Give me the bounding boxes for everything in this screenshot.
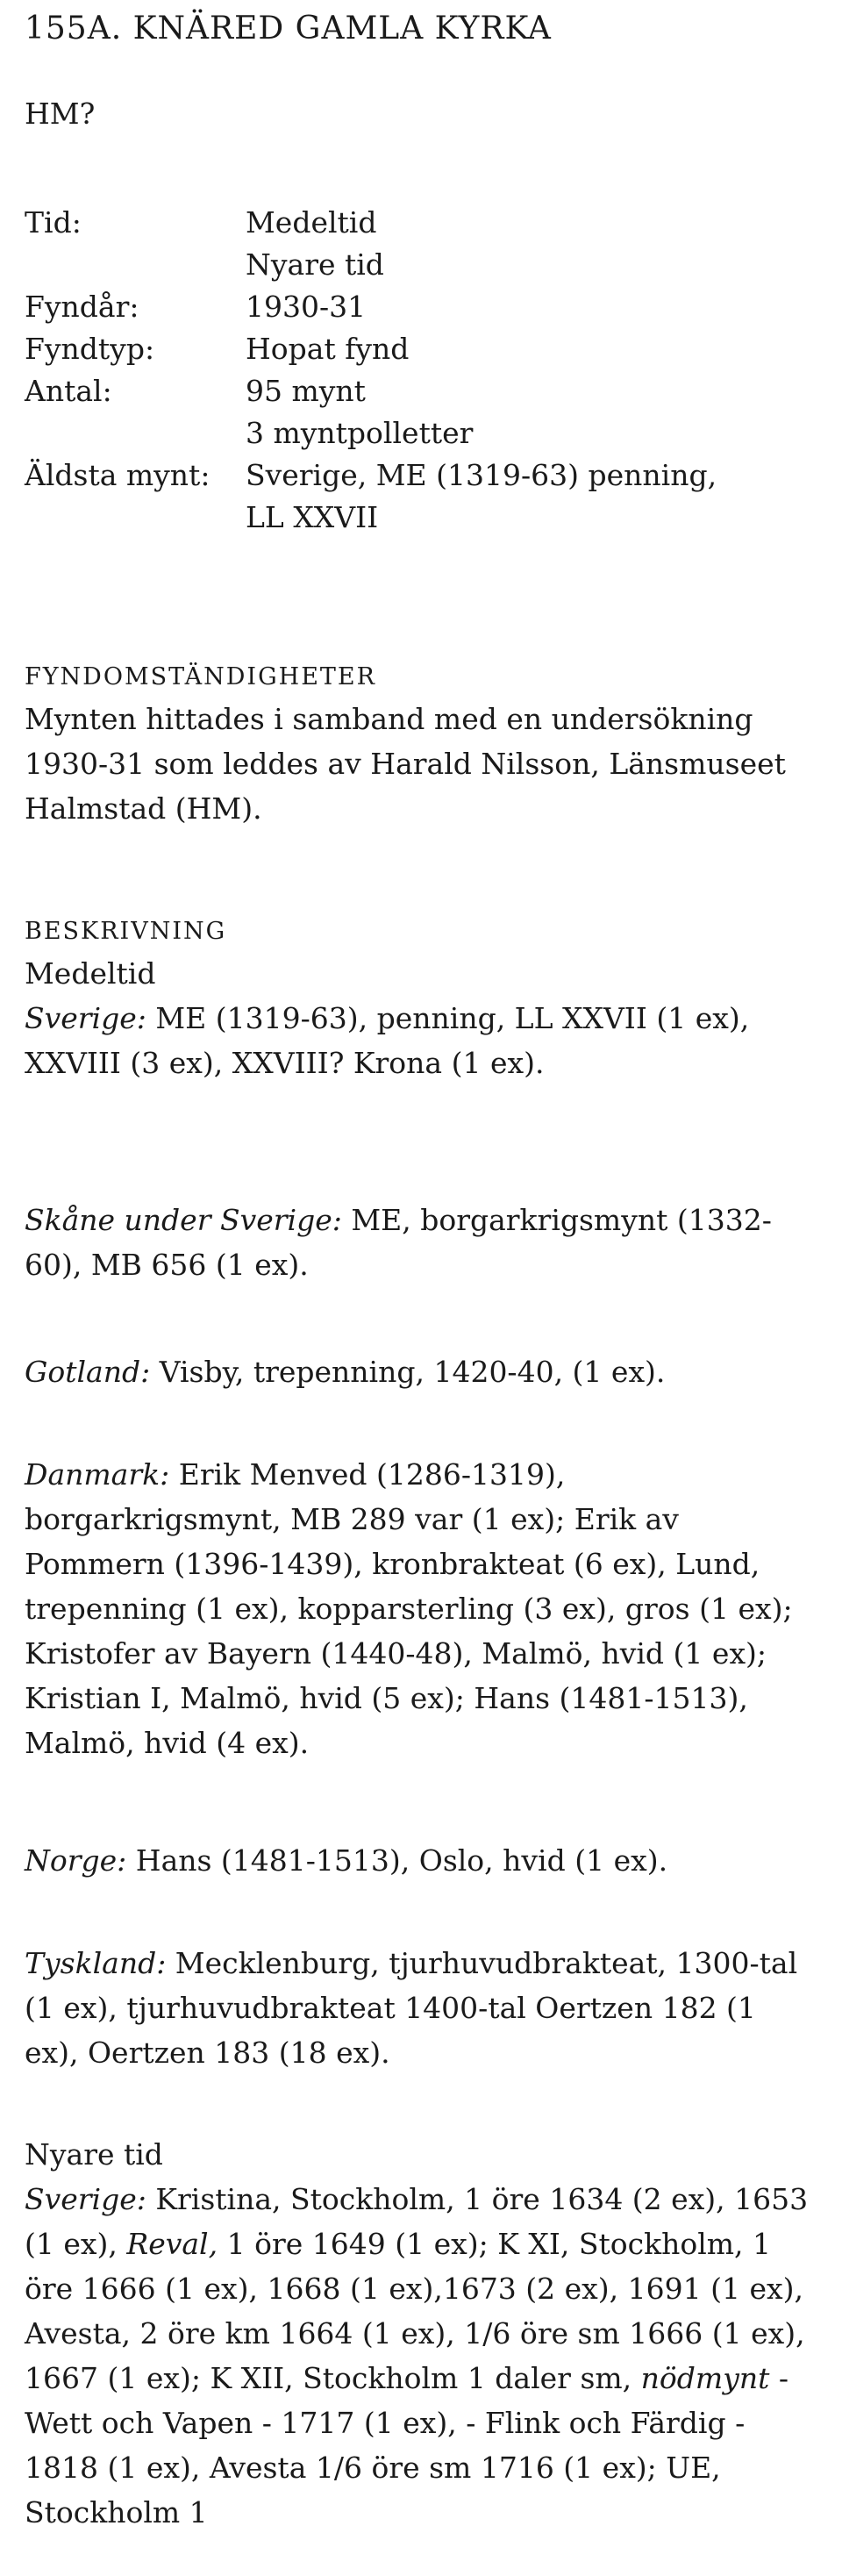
- norway-paragraph-block: [25, 1838, 818, 1883]
- page-title: 155A. KNÄRED GAMLA KYRKA: [25, 11, 552, 47]
- description-section: [25, 912, 818, 1085]
- meta-label: [25, 244, 246, 286]
- modern-period-block: [25, 2132, 818, 2535]
- meta-value: Hopat fynd: [246, 332, 410, 366]
- denmark-paragraph-block: [25, 1452, 818, 1765]
- germany-paragraph-block: [25, 1941, 818, 2075]
- medieval-subheading: Medeltid: [25, 956, 156, 991]
- germany-paragraph: [25, 1941, 818, 2075]
- gotland-paragraph: [25, 1349, 818, 1394]
- scania-paragraph-block: [25, 1198, 818, 1287]
- meta-row: [25, 202, 823, 244]
- country-label: Skåne under Sverige:: [25, 1203, 342, 1237]
- find-circumstances-section: [25, 658, 818, 831]
- denmark-paragraph: [25, 1452, 818, 1765]
- paragraph-text: Mecklenburg, tjurhuvudbrakteat, 1300-tal (1 ex), tjurhuvudbrakteat 1400-tal Oertzen 182 (1 ex), Oertzen 183 (18 ex).: [25, 1946, 798, 2070]
- modern-period-subheading: Nyare tid: [25, 2137, 163, 2172]
- meta-value: LL XXVII: [246, 500, 379, 534]
- paragraph-text: Kristina, Stockholm, 1 öre 1634 (2 ex), 1653 (1 ex),: [25, 2182, 809, 2261]
- meta-value: Medeltid: [246, 205, 377, 240]
- meta-value: 1930-31: [246, 290, 367, 324]
- paragraph-text: Visby, trepenning, 1420-40, (1 ex).: [150, 1355, 666, 1389]
- meta-row: [25, 286, 823, 328]
- meta-row: [25, 328, 823, 370]
- meta-row: [25, 412, 823, 454]
- paragraph-text: Hans (1481-1513), Oslo, hvid (1 ex).: [126, 1843, 668, 1878]
- meta-value: Sverige, ME (1319-63) penning,: [246, 458, 717, 492]
- description-heading: BESKRIVNING: [25, 918, 227, 945]
- paragraph-text: 1 öre 1649 (1 ex); K XI, Stockholm, 1 öre 1666 (1 ex), 1668 (1 ex),1673 (2 ex), 1691 (1 ex), Avesta, 2 öre km 1664 (1 ex), 1/6 öre sm 1666 (1 ex), 1667 (1 ex); K XII, Stockholm 1 daler sm,: [25, 2227, 805, 2395]
- meta-label: [25, 412, 246, 454]
- meta-value: Nyare tid: [246, 247, 384, 282]
- paragraph-text: - Wett och Vapen - 1717 (1 ex), - Flink och Färdig - 1818 (1 ex), Avesta 1/6 öre sm 1716 (1 ex); UE, Stockholm 1: [25, 2361, 788, 2529]
- museum-code: HM?: [25, 97, 96, 131]
- meta-label: Antal:: [25, 374, 112, 408]
- meta-label: Fyndtyp:: [25, 332, 155, 366]
- meta-label: Äldsta mynt:: [25, 458, 210, 492]
- meta-label: Tid:: [25, 205, 82, 240]
- gotland-paragraph-block: [25, 1349, 818, 1394]
- country-label: Sverige:: [25, 2182, 146, 2216]
- country-label: Gotland:: [25, 1355, 151, 1389]
- meta-value: 3 myntpolletter: [246, 416, 474, 450]
- nodmynt-label: nödmynt: [640, 2361, 770, 2395]
- meta-row: [25, 370, 823, 412]
- meta-label: [25, 497, 246, 539]
- find-circumstances-heading: FYNDOMSTÄNDIGHETER: [25, 663, 376, 691]
- paragraph-text: Erik Menved (1286-1319), borgarkrigsmynt, MB 289 var (1 ex); Erik av Pommern (1396-1439), kronbrakteat (6 ex), Lund, trepenning (1 ex), kopparsterling (3 ex), gros (1 ex); Kristofer av Bayern (1440-48), Malmö, hvid (1 ex); Kristian I, Malmö, hvid (5 ex); Hans (1481-1513), Malmö, hvid (4 ex).: [25, 1457, 793, 1760]
- country-label: Danmark:: [25, 1457, 170, 1492]
- paragraph-text: ME, borgarkrigsmynt (1332-60), MB 656 (1 ex).: [25, 1203, 772, 1282]
- meta-row: [25, 244, 823, 286]
- meta-label: Fyndår:: [25, 290, 139, 324]
- country-label: Norge:: [25, 1843, 127, 1878]
- meta-row: [25, 497, 823, 539]
- find-circumstances-text: Mynten hittades i samband med en undersökning 1930-31 som leddes av Harald Nilsson, Länsmuseet Halmstad (HM).: [25, 702, 786, 826]
- meta-value: 95 mynt: [246, 374, 366, 408]
- country-label: Tyskland:: [25, 1946, 167, 1980]
- paragraph-text: ME (1319-63), penning, LL XXVII (1 ex), XXVIII (3 ex), XXVIII? Krona (1 ex).: [25, 1001, 750, 1080]
- scania-paragraph: [25, 1198, 818, 1287]
- reval-label: Reval,: [126, 2227, 218, 2261]
- norway-paragraph: [25, 1838, 818, 1883]
- country-label: Sverige:: [25, 1001, 146, 1035]
- sweden-modern-paragraph: [25, 2177, 818, 2535]
- meta-row: [25, 454, 823, 497]
- sweden-medieval-paragraph: [25, 996, 818, 1085]
- find-metadata-table: [25, 202, 823, 539]
